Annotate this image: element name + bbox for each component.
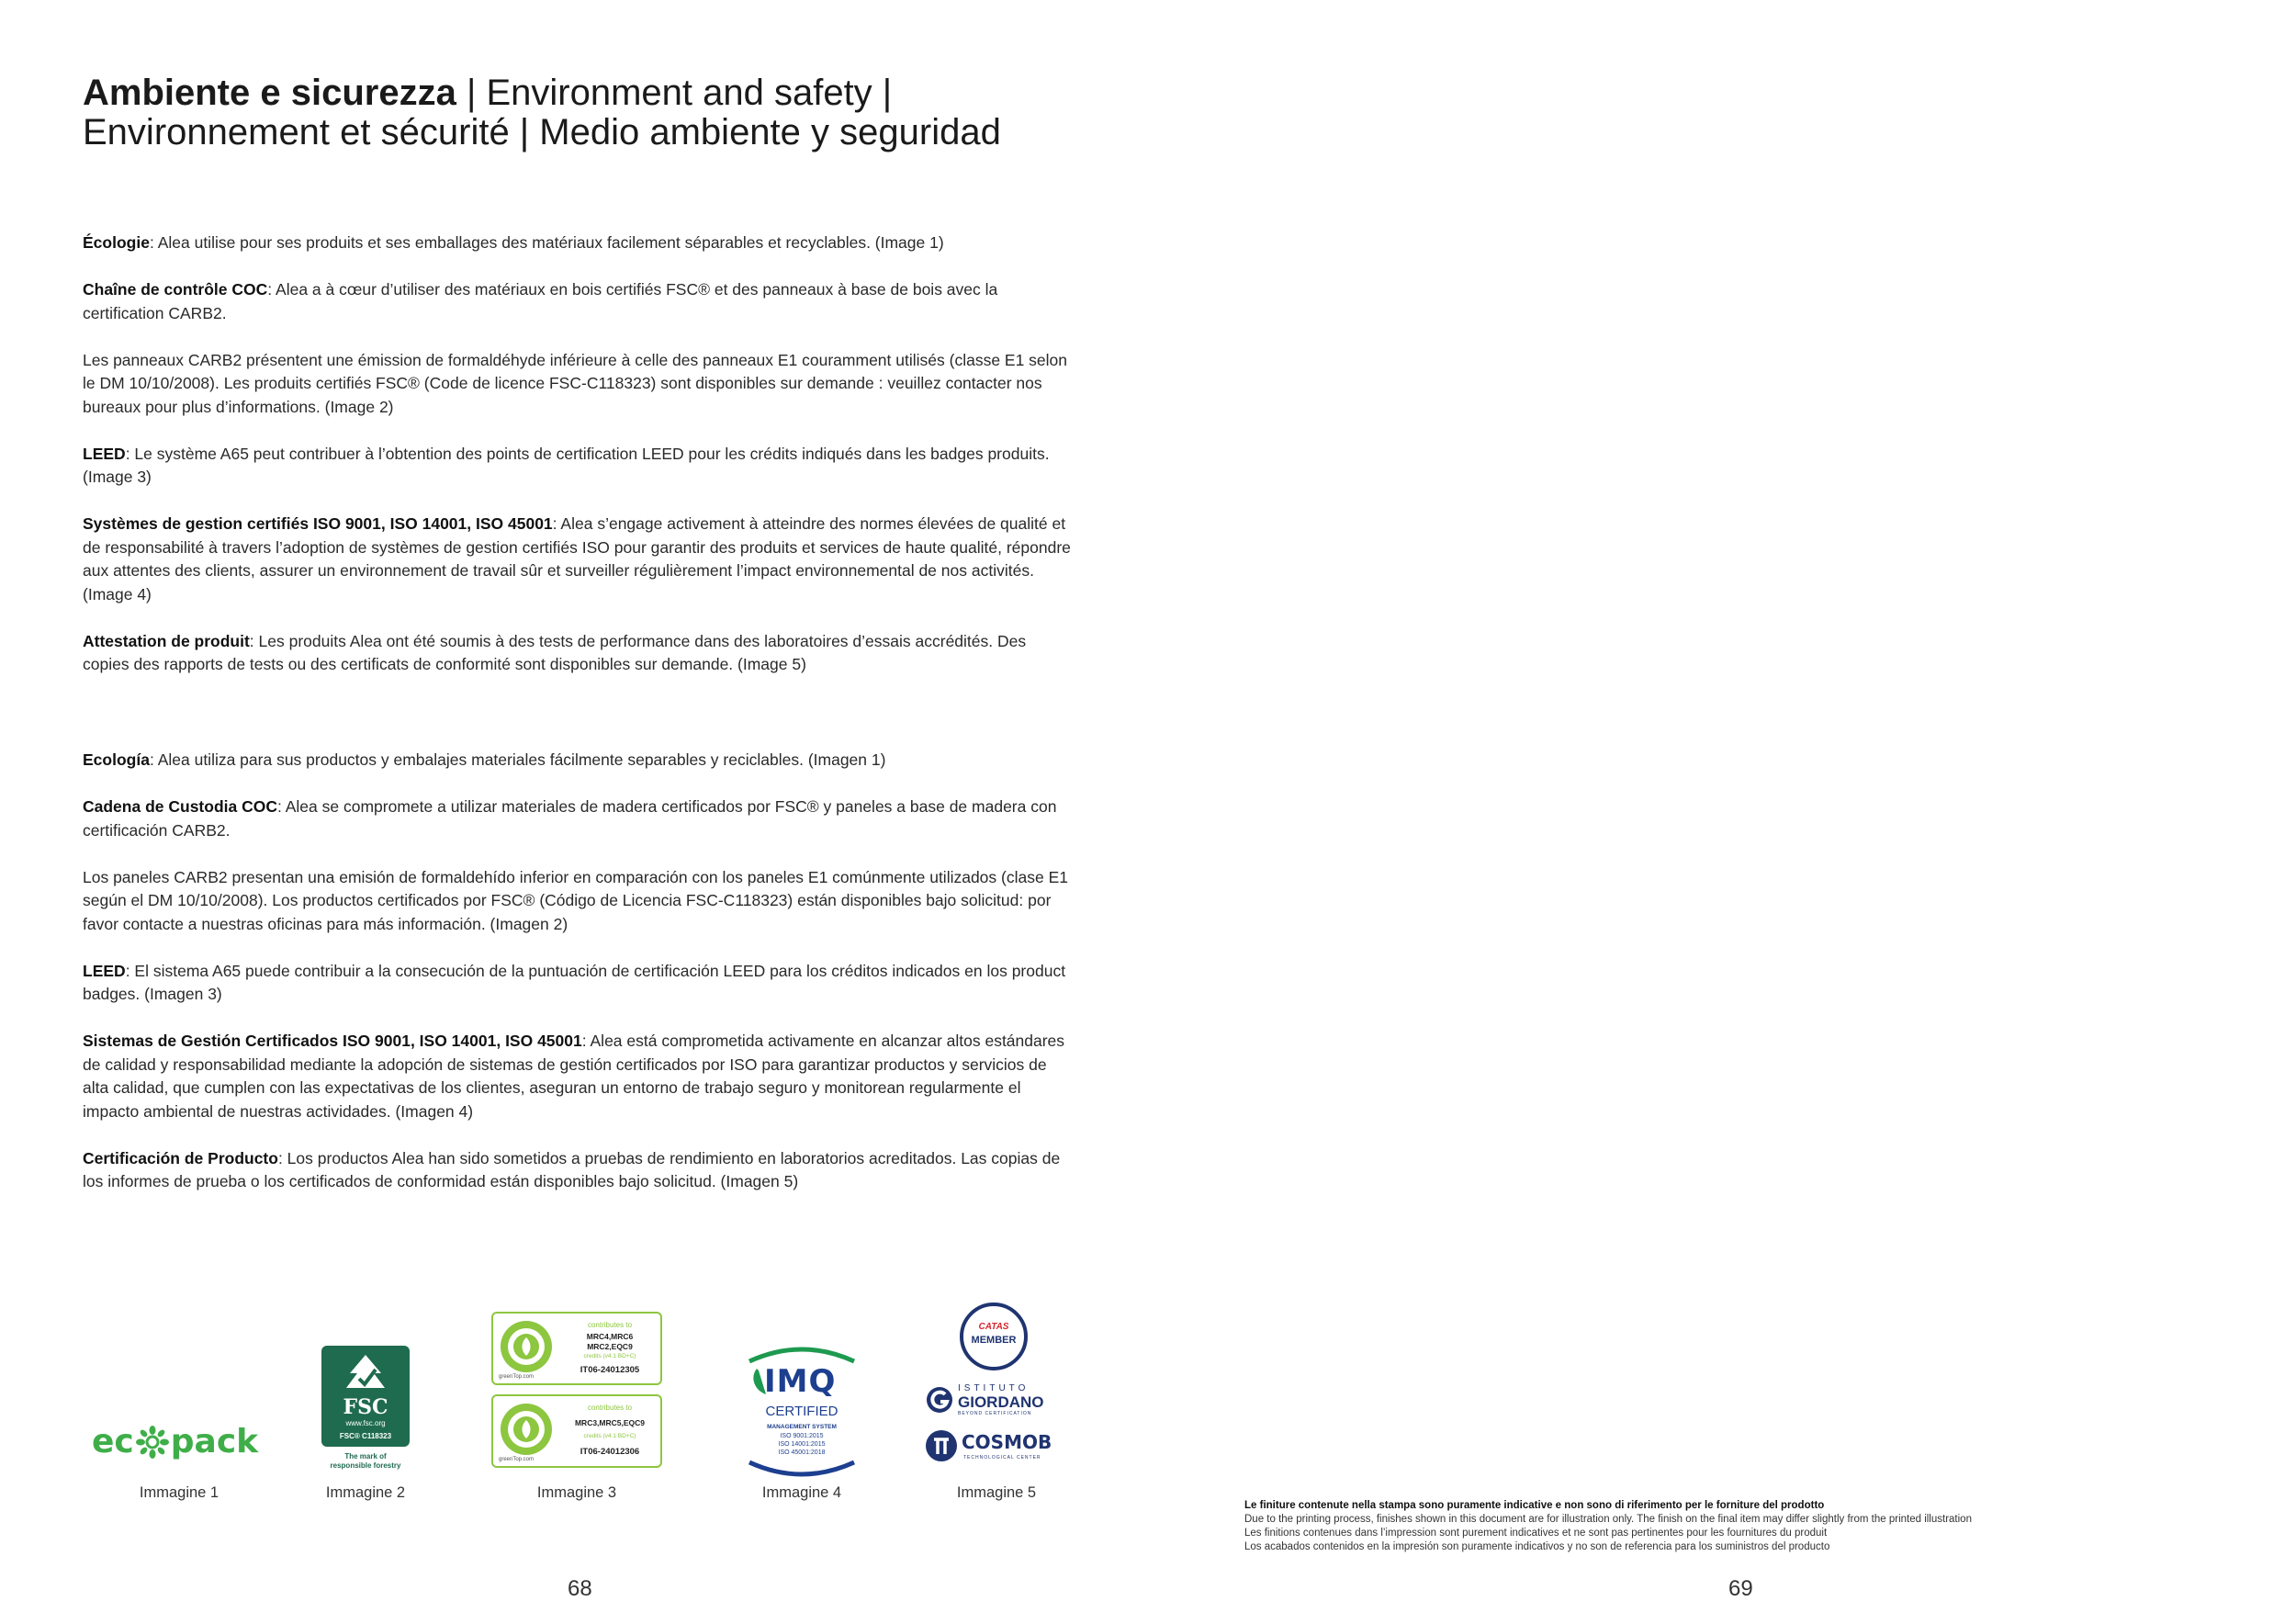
paragraph-text: : Alea utiliza para sus productos y embalajes materiales fácilmente separables y reciclables. (Imagen 1) — [149, 750, 886, 769]
paragraph — [83, 278, 1075, 325]
fsc-logo — [321, 1346, 410, 1479]
giordano-g-icon — [925, 1385, 954, 1415]
paragraph — [83, 866, 1075, 937]
disclaimer-italian: Le finiture contenute nella stampa sono puramente indicative e non sono di riferimento per le forniture del prodotto — [1244, 1500, 1825, 1511]
paragraph-text: : Alea utilise pour ses produits et ses emballages des matériaux facilement séparables et recyclables. (Image 1) — [149, 233, 944, 252]
giordano-subtitle: BEYOND CERTIFICATION — [958, 1411, 1032, 1416]
paragraph-label: Cadena de Custodia COC — [83, 797, 277, 816]
contributes-label: contributes to — [587, 1404, 633, 1412]
french-section — [83, 231, 1075, 700]
credits-line-1: MRC3,MRC5,EQC9 — [574, 1418, 646, 1427]
imq-iso-14001: ISO 14001:2015 — [778, 1441, 826, 1448]
title-line1: | Environment and safety | — [456, 73, 893, 113]
title-bold: Ambiente e sicurezza — [83, 73, 456, 113]
print-disclaimer — [1244, 1499, 2163, 1554]
istituto-text: ISTITUTO — [958, 1383, 1030, 1393]
disclaimer-spanish: Los acabados contenidos en la impresión son puramente indicativos y no son de referencia para los suministros del producto — [1244, 1541, 1830, 1552]
paragraph-label: LEED — [83, 961, 126, 980]
caption-image-2: Immagine 2 — [325, 1484, 406, 1501]
page-number-right: 69 — [1728, 1576, 1753, 1601]
paragraph — [83, 513, 1075, 606]
testing-labs-logos — [923, 1295, 1070, 1479]
page-number-left: 68 — [568, 1576, 592, 1601]
page-title — [83, 73, 1093, 152]
catas-member: MEMBER — [971, 1335, 1017, 1346]
paragraph — [83, 349, 1075, 420]
badge-code: IT06-24012306 — [580, 1447, 640, 1457]
cosmob-logo — [925, 1429, 1068, 1466]
ecopack-logo — [92, 1415, 276, 1470]
tree-checkmark-icon — [341, 1353, 390, 1393]
catas-name: CATAS — [978, 1322, 1009, 1332]
paragraph-text: : Alea se compromete a utilizar materiales de madera certificados por FSC® y paneles a base de madera con certificación CARB2. — [83, 797, 1057, 840]
imq-iso-9001: ISO 9001:2015 — [780, 1433, 824, 1439]
imq-certified: CERTIFIED — [765, 1404, 838, 1419]
greentop-brand: greenTop.com — [499, 1457, 535, 1462]
badge-code: IT06-24012305 — [580, 1365, 640, 1375]
caption-image-5: Immagine 5 — [956, 1484, 1037, 1501]
greentop-badge-1 — [491, 1312, 662, 1385]
paragraph — [83, 795, 1075, 842]
paragraph-text: : Los productos Alea han sido sometidos a pruebas de rendimiento en laboratorios acreditados. Las copias de los informes de prueba o los certificados de conformidad están disponibles bajo solicitud. (Imagen 5) — [83, 1148, 1061, 1190]
page-69 — [1148, 0, 2296, 1624]
title-line2: Environnement et sécurité | Medio ambiente y seguridad — [83, 112, 1001, 152]
disclaimer-english: Due to the printing process, finishes shown in this document are for illustration only. The finish on the final item may differ slightly from the printed illustration — [1244, 1514, 1972, 1525]
greentop-seal-icon — [499, 1402, 554, 1457]
certification-logos — [83, 1295, 1093, 1506]
fsc-license: FSC® C118323 — [339, 1432, 392, 1440]
disclaimer-french: Les finitions contenues dans l’impression sont purement indicatives et ne sont pas pertinentes pour les fournitures du produit — [1244, 1528, 1828, 1539]
imq-iso-45001: ISO 45001:2018 — [778, 1449, 826, 1456]
credits-version: credits (v4.1 BD+C) — [583, 1353, 636, 1359]
paragraph-label: Sistemas de Gestión Certificados ISO 9001, ISO 14001, ISO 45001 — [83, 1032, 582, 1050]
paragraph-label: Certificación de Producto — [83, 1148, 278, 1167]
paragraph-label: Systèmes de gestion certifiés ISO 9001, ISO 14001, ISO 45001 — [83, 514, 553, 533]
paragraph-label: Attestation de produit — [83, 631, 250, 650]
istituto-giordano-logo — [925, 1383, 1068, 1416]
paragraph-label: LEED — [83, 444, 126, 463]
paragraph-text: : Alea s’engage activement à atteindre des normes élevées de qualité et de responsabilité à travers l’adoption de systèmes de gestion certifiés ISO pour garantir des produits et services de haute qualité, répondre aux attentes des clients, assurer un environnement de travail sûr et surveiller régulièrement l’impact environnemental de nos activités. (Image 4) — [83, 514, 1071, 603]
giordano-text: GIORDANO — [958, 1393, 1044, 1411]
imq-system: MANAGEMENT SYSTEM — [767, 1424, 837, 1430]
caption-image-1: Immagine 1 — [139, 1484, 219, 1501]
paragraph — [83, 443, 1075, 490]
paragraph-label: Chaîne de contrôle COC — [83, 280, 268, 299]
greentop-seal-icon — [499, 1319, 554, 1374]
paragraph — [83, 1030, 1075, 1123]
paragraph-label: Écologie — [83, 233, 150, 252]
paragraph-text: : Alea a à cœur d’utiliser des matériaux en bois certifiés FSC® et des panneaux à base de bois avec la certification CARB2. — [83, 280, 998, 322]
credits-line-2: MRC2,EQC9 — [587, 1342, 633, 1351]
greentop-brand: greenTop.com — [499, 1374, 535, 1380]
greentop-badge-2 — [491, 1394, 662, 1468]
cosmob-text: COSMOB — [962, 1431, 1052, 1453]
paragraph — [83, 749, 1075, 773]
credits-version: credits (v4.1 BD+C) — [583, 1433, 636, 1439]
leaf-flower-icon — [136, 1426, 169, 1459]
fsc-box — [321, 1346, 410, 1447]
cosmob-subtitle: TECHNOLOGICAL CENTER — [963, 1455, 1041, 1460]
paragraph-text: : El sistema A65 puede contribuir a la consecución de la puntuación de certificación LEED para los créditos indicados en los product badges. (Imagen 3) — [83, 961, 1066, 1003]
ecopack-text-1: ec — [92, 1423, 134, 1460]
caption-image-3: Immagine 3 — [536, 1484, 617, 1501]
fsc-name: FSC — [343, 1395, 388, 1419]
fsc-url: www.fsc.org — [345, 1419, 386, 1427]
greentop-badges — [491, 1312, 662, 1472]
caption-image-4: Immagine 4 — [761, 1484, 842, 1501]
paragraph — [83, 231, 1075, 255]
imq-logo — [742, 1341, 861, 1479]
fsc-mark-line-2: responsible forestry — [330, 1461, 401, 1470]
contributes-label: contributes to — [587, 1321, 633, 1329]
imq-name: IMQ — [764, 1363, 837, 1400]
paragraph-text: Les panneaux CARB2 présentent une émission de formaldéhyde inférieure à celle des panneaux E1 couramment utilisés (classe E1 selon le DM 10/10/2008). Les produits certifiés FSC® (Code de licence FSC-C118323) sont disponibles sur demande : veuillez contacter nos bureaux pour plus d’informations. (Image 2) — [83, 350, 1068, 416]
paragraph — [83, 960, 1075, 1007]
fsc-mark-line-1: The mark of — [344, 1452, 387, 1460]
ecopack-text-2: pack — [170, 1423, 259, 1460]
paragraph — [83, 1147, 1075, 1194]
paragraph — [83, 630, 1075, 677]
paragraph-label: Ecología — [83, 750, 150, 769]
cosmob-mark-icon — [925, 1429, 958, 1462]
paragraph-text: Los paneles CARB2 presentan una emisión de formaldehído inferior en comparación con los paneles E1 comúnmente utilizados (clase E1 según el DM 10/10/2008). Los productos certificados por FSC® (Código de Licencia FSC-C118323) están disponibles bajo solicitud: por favor contacte a nuestras oficinas para más información. (Imagen 2) — [83, 867, 1068, 933]
credits-line-1: MRC4,MRC6 — [586, 1332, 634, 1341]
paragraph-text: : Alea está comprometida activamente en alcanzar altos estándares de calidad y responsabilidad mediante la adopción de sistemas de gestión certificados por ISO para garantizar productos y servicios de alta calidad, que cumplen con las expectativas de los clientes, aseguran un entorno de trabajo seguro y monitorean regularmente el impacto ambiental de nuestras actividades. (Imagen 4) — [83, 1032, 1065, 1121]
paragraph-text: : Le système A65 peut contribuer à l’obtention des points de certification LEED pour les crédits indiqués dans les badges produits. (Image 3) — [83, 444, 1050, 486]
spanish-section — [83, 749, 1075, 1217]
catas-member-badge — [960, 1303, 1028, 1370]
paragraph-text: : Les produits Alea ont été soumis à des tests de performance dans des laboratoires d’essais accrédités. Des copies des rapports de tests ou des certificats de conformité sont disponibles sur demande. (Image 5) — [83, 631, 1027, 673]
